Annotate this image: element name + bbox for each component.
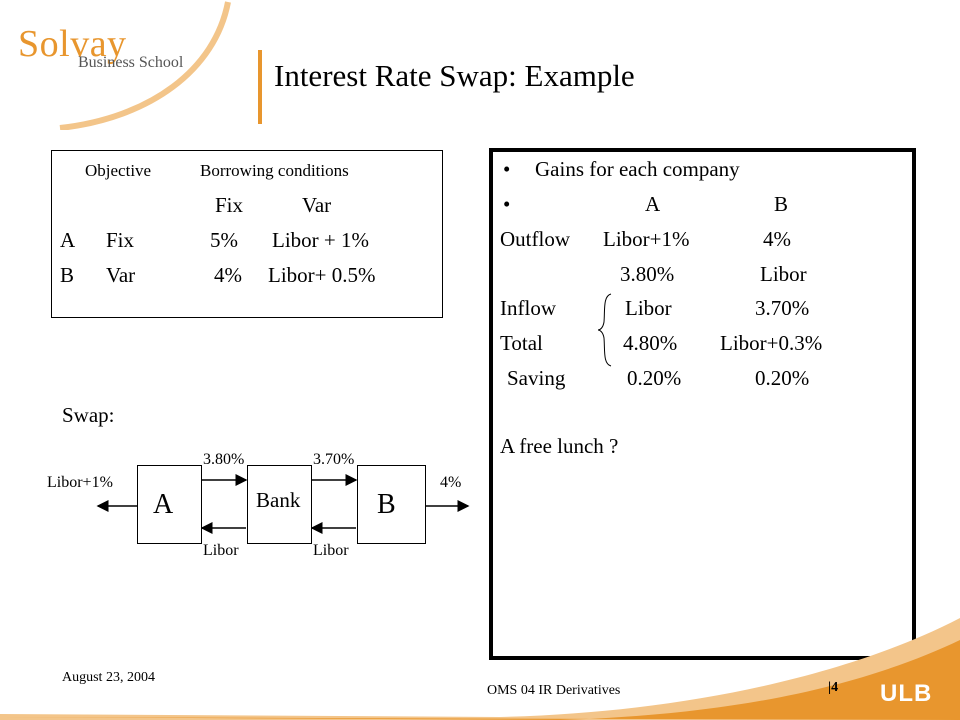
node-a-label: A bbox=[153, 489, 174, 520]
a-to-bank-rate: 3.80% bbox=[203, 451, 245, 468]
saving-a: 0.20% bbox=[627, 366, 682, 390]
total-b: Libor+0.3% bbox=[720, 331, 823, 355]
free-lunch-question: A free lunch ? bbox=[500, 434, 619, 458]
gains-col-b: B bbox=[774, 192, 789, 216]
b-external-rate: 4% bbox=[440, 474, 462, 491]
row-b-company: B bbox=[60, 263, 75, 287]
inflow-a: Libor bbox=[625, 296, 672, 320]
gains-col-a: A bbox=[645, 192, 661, 216]
bottom-swoosh bbox=[0, 600, 960, 720]
footer-date: August 23, 2004 bbox=[62, 670, 155, 685]
header-borrowing-conditions: Borrowing conditions bbox=[200, 161, 349, 180]
header-objective: Objective bbox=[85, 161, 152, 180]
logo-subtitle: Business School bbox=[78, 54, 184, 71]
outflow2-b: Libor bbox=[760, 262, 807, 286]
row-a-fix: 5% bbox=[210, 228, 238, 252]
row-a-var: Libor + 1% bbox=[272, 228, 369, 252]
footer-page-number: |4 bbox=[828, 680, 839, 695]
ulb-logo: ULB bbox=[880, 680, 933, 707]
swap-label: Swap: bbox=[62, 403, 115, 427]
saving-label: Saving bbox=[507, 366, 566, 390]
inflow-b: 3.70% bbox=[755, 296, 810, 320]
row-b-fix: 4% bbox=[214, 263, 242, 287]
col-var-label: Var bbox=[302, 193, 332, 217]
outflow-a: Libor+1% bbox=[603, 227, 690, 251]
row-b-var: Libor+ 0.5% bbox=[268, 263, 376, 287]
b-to-bank-rate: Libor bbox=[313, 542, 349, 559]
title-accent-bar bbox=[258, 50, 262, 124]
bullet-dot-2: • bbox=[503, 192, 511, 216]
inflow-label: Inflow bbox=[500, 296, 556, 320]
node-b-label: B bbox=[377, 489, 396, 520]
col-fix-label: Fix bbox=[215, 193, 244, 217]
gains-heading: Gains for each company bbox=[535, 157, 740, 181]
saving-b: 0.20% bbox=[755, 366, 810, 390]
logo-name: Solvay bbox=[18, 23, 127, 65]
outflow-label: Outflow bbox=[500, 227, 570, 251]
brace-icon bbox=[597, 292, 615, 368]
row-b-objective: Var bbox=[106, 263, 136, 287]
bank-to-b-rate: 3.70% bbox=[313, 451, 355, 468]
gains-box bbox=[489, 148, 916, 660]
total-label: Total bbox=[500, 331, 543, 355]
bullet-dot-1: • bbox=[503, 157, 511, 181]
outflow2-a: 3.80% bbox=[620, 262, 675, 286]
total-a: 4.80% bbox=[623, 331, 678, 355]
outflow-b: 4% bbox=[763, 227, 791, 251]
node-bank-label: Bank bbox=[256, 488, 301, 512]
row-a-objective: Fix bbox=[106, 228, 135, 252]
a-external-rate: Libor+1% bbox=[47, 474, 113, 491]
footer-course: OMS 04 IR Derivatives bbox=[487, 683, 621, 698]
bank-to-a-rate: Libor bbox=[203, 542, 239, 559]
row-a-company: A bbox=[60, 228, 76, 252]
page-title: Interest Rate Swap: Example bbox=[274, 58, 635, 93]
